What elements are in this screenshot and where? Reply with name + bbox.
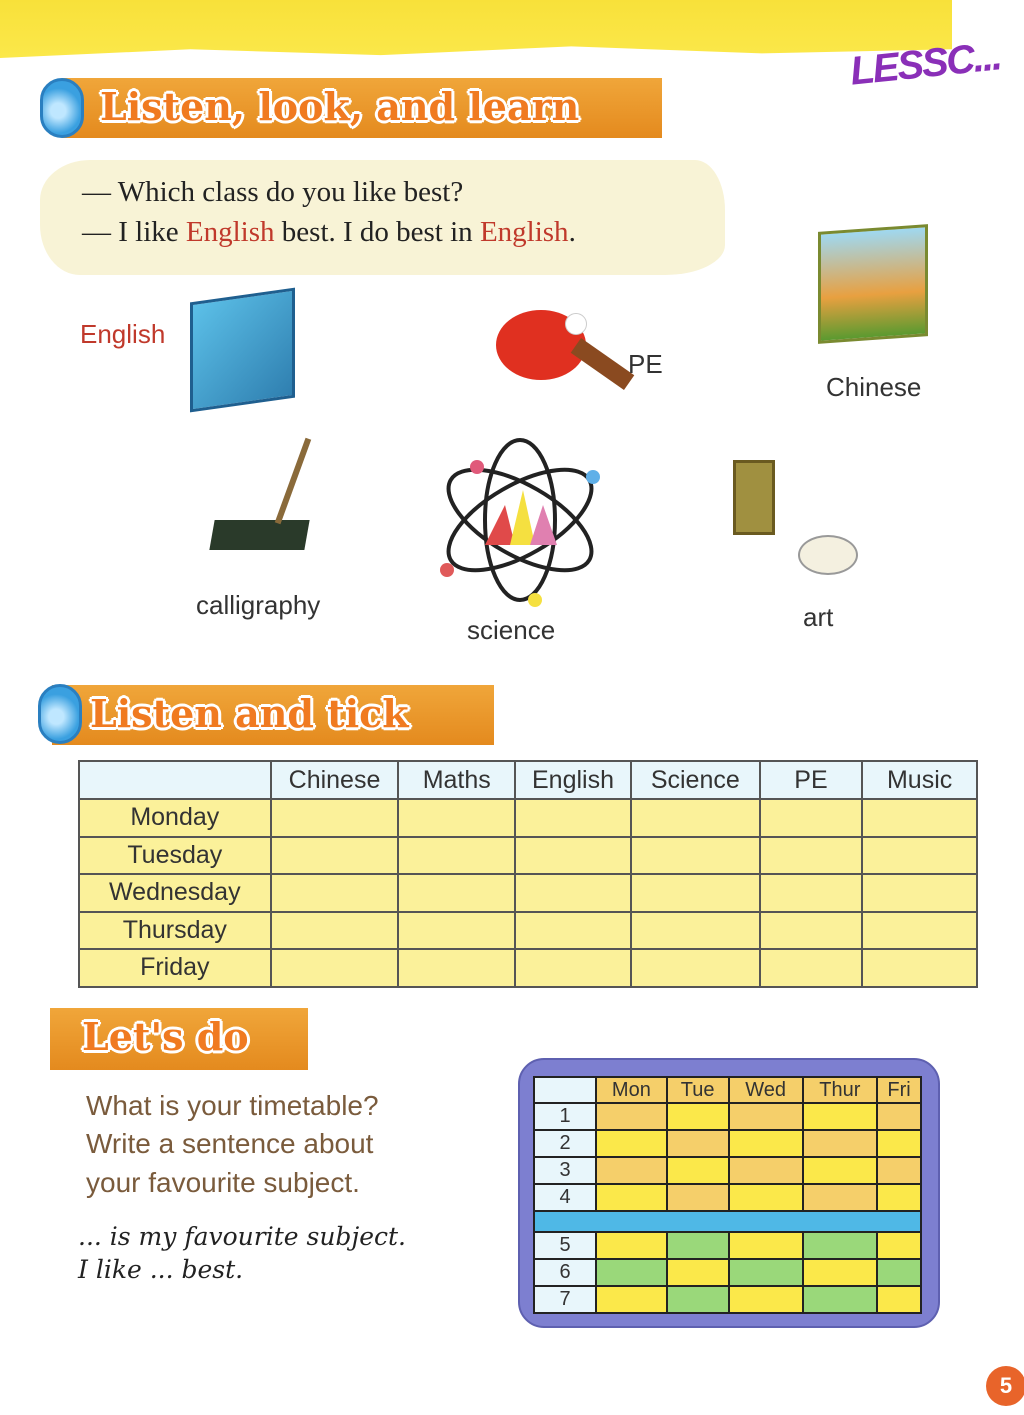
listen-and-tick-table [78,760,978,988]
tick-cell[interactable] [398,837,515,875]
tick-cell[interactable] [271,837,399,875]
timetable-cell[interactable] [667,1130,729,1157]
page-number: 5 [986,1366,1024,1406]
period-number: 4 [534,1184,596,1211]
period-number: 1 [534,1103,596,1130]
timetable-cell[interactable] [729,1130,803,1157]
tick-cell[interactable] [631,837,760,875]
dialogue-answer: — I like English best. I do best in English. [82,216,576,248]
tick-cell[interactable] [631,912,760,950]
day-header: Mon [596,1077,667,1103]
timetable-cell[interactable] [877,1157,921,1184]
timetable-cell[interactable] [596,1157,667,1184]
row-label: Tuesday [79,837,271,875]
tick-cell[interactable] [760,874,863,912]
timetable-cell[interactable] [877,1184,921,1211]
table-row [79,837,977,875]
label-calligraphy: calligraphy [196,590,321,620]
prompt-line-1: What is your timetable? [86,1090,379,1121]
example-sentence-1: ... is my favourite subject. [78,1222,406,1251]
tick-cell[interactable] [271,912,399,950]
dialogue-question: — Which class do you like best? [82,176,464,208]
timetable-cell[interactable] [596,1184,667,1211]
prompt-line-2: Write a sentence about [86,1128,374,1159]
timetable-cell[interactable] [877,1130,921,1157]
tick-cell[interactable] [398,912,515,950]
tick-cell[interactable] [862,799,977,837]
timetable-cell[interactable] [877,1103,921,1130]
label-pe: PE [628,349,663,379]
label-art: art [803,602,834,632]
timetable-cell[interactable] [803,1286,878,1313]
ink-stone-image [209,520,309,550]
timetable-cell[interactable] [667,1286,729,1313]
timetable-cell[interactable] [729,1286,803,1313]
timetable-cell[interactable] [596,1130,667,1157]
timetable-cell[interactable] [729,1259,803,1286]
tick-cell[interactable] [515,874,631,912]
timetable-cell[interactable] [877,1259,921,1286]
timetable-cell[interactable] [667,1259,729,1286]
period-number: 2 [534,1130,596,1157]
label-english: English [80,319,166,349]
section-title: Listen, look, and learn [100,84,580,129]
section-banner-lets-do [50,1008,308,1070]
easel-image [733,460,775,535]
timetable-cell[interactable] [803,1259,878,1286]
label-science: science [467,615,556,645]
timetable-cell[interactable] [729,1157,803,1184]
tick-cell[interactable] [760,912,863,950]
tick-cell[interactable] [862,837,977,875]
paddle-handle [571,338,635,390]
column-header: English [515,761,631,799]
tick-cell[interactable] [515,912,631,950]
table-row [79,949,977,987]
period-number: 3 [534,1157,596,1184]
timetable-cell[interactable] [667,1184,729,1211]
tick-cell[interactable] [398,799,515,837]
section-banner-listen-look-learn [62,78,662,138]
timetable-cell[interactable] [877,1286,921,1313]
period-number: 5 [534,1232,596,1259]
tick-cell[interactable] [862,912,977,950]
label-chinese: Chinese [826,372,922,402]
headphones-icon [38,684,82,744]
table-row [79,799,977,837]
tick-cell[interactable] [760,949,863,987]
timetable-cell[interactable] [729,1184,803,1211]
tick-cell[interactable] [515,837,631,875]
tick-cell[interactable] [271,799,399,837]
timetable-grid [533,1076,922,1314]
tick-cell[interactable] [760,799,863,837]
timetable-cell[interactable] [803,1103,878,1130]
section-title: Listen and tick [90,691,409,736]
day-header: Fri [877,1077,921,1103]
english-book-image [190,288,295,413]
timetable-cell[interactable] [729,1103,803,1130]
tick-cell[interactable] [271,949,399,987]
section-banner-listen-and-tick [52,685,494,745]
section-title: Let's do [82,1014,249,1059]
timetable-cell[interactable] [729,1232,803,1259]
table-row [79,874,977,912]
row-label: Wednesday [79,874,271,912]
headphones-icon [40,78,84,138]
day-header: Thur [803,1077,878,1103]
day-header: Tue [667,1077,729,1103]
timetable-cell[interactable] [803,1157,878,1184]
tick-cell[interactable] [631,799,760,837]
lunch-break-bar [534,1211,921,1232]
row-label: Friday [79,949,271,987]
timetable-cell[interactable] [667,1157,729,1184]
prompt-line-3: your favourite subject. [86,1167,360,1198]
timetable-cell[interactable] [803,1232,878,1259]
timetable-cell[interactable] [596,1232,667,1259]
tick-cell[interactable] [862,874,977,912]
column-header [79,761,271,799]
lesson-label: LESSC... [848,34,1003,94]
column-header: PE [760,761,863,799]
row-label: Thursday [79,912,271,950]
timetable-cell[interactable] [596,1259,667,1286]
tick-cell[interactable] [760,837,863,875]
row-label: Monday [79,799,271,837]
tick-cell[interactable] [862,949,977,987]
period-number: 7 [534,1286,596,1313]
tick-cell[interactable] [631,874,760,912]
top-band [0,0,952,58]
example-sentence-2: I like ... best. [78,1255,244,1284]
tick-cell[interactable] [398,874,515,912]
tick-cell[interactable] [515,799,631,837]
science-atom-image [435,435,605,610]
tick-cell[interactable] [515,949,631,987]
timetable-cell[interactable] [877,1232,921,1259]
tick-cell[interactable] [631,949,760,987]
timetable-cell[interactable] [596,1103,667,1130]
chinese-book-image [818,224,928,344]
period-number: 6 [534,1259,596,1286]
palette-image [798,535,858,575]
day-header: Wed [729,1077,803,1103]
column-header: Science [631,761,760,799]
timetable-cell[interactable] [803,1184,878,1211]
column-header: Music [862,761,977,799]
table-row [79,912,977,950]
brush-image [275,438,311,525]
tick-cell[interactable] [271,874,399,912]
timetable-cell[interactable] [667,1103,729,1130]
timetable-cell[interactable] [667,1232,729,1259]
column-header: Chinese [271,761,399,799]
timetable-cell[interactable] [596,1286,667,1313]
timetable-cell[interactable] [803,1130,878,1157]
tick-cell[interactable] [398,949,515,987]
ball-icon [565,313,587,335]
column-header: Maths [398,761,515,799]
